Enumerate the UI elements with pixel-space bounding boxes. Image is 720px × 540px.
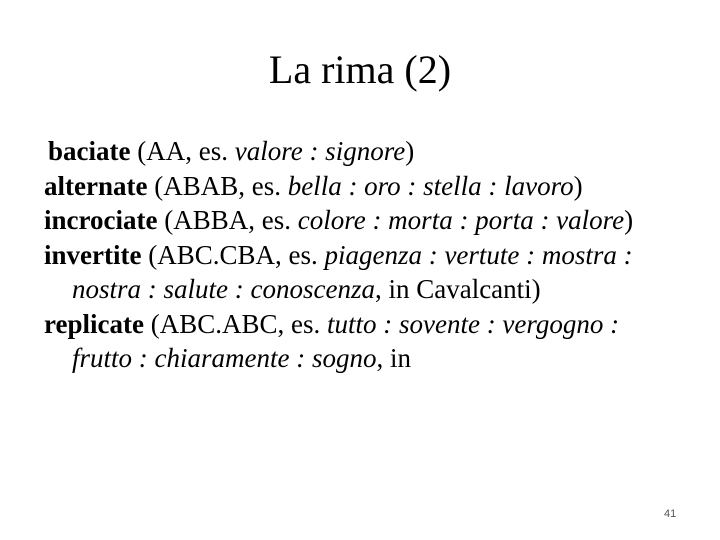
close-alternate: ) <box>573 170 583 201</box>
term-invertite: invertite <box>44 239 142 270</box>
example-invertite: piagenza : vertute : mostra : nostra : salute : conoscenza <box>72 239 633 304</box>
scheme-incrociate: (ABBA, es. <box>157 205 298 235</box>
slide-title: La rima (2) <box>268 47 452 92</box>
scheme-invertite: (ABC.CBA, es. <box>141 239 325 270</box>
term-replicate: replicate <box>44 308 144 339</box>
close-incrociate: ) <box>624 205 634 235</box>
example-incrociate: colore : morta : porta : valore <box>297 205 625 235</box>
term-alternate: alternate <box>44 170 148 201</box>
example-replicate: tutto : sovente : vergogno : frutto : chiaramente : sogno <box>72 308 620 373</box>
close-baciate: ) <box>405 136 415 166</box>
list-item-baciate <box>46 134 654 169</box>
scheme-alternate: (ABAB, es. <box>147 170 288 201</box>
example-alternate: bella : oro : stella : lavoro <box>287 170 574 201</box>
list-item-invertite <box>44 238 654 307</box>
term-baciate: baciate <box>48 136 131 166</box>
scheme-replicate: (ABC.ABC, es. <box>143 308 327 339</box>
example-baciate: valore : signore <box>234 136 406 166</box>
close-invertite: , in Cavalcanti) <box>374 274 541 304</box>
close-replicate: , in <box>376 343 411 373</box>
rhyme-list <box>44 134 654 376</box>
list-item-replicate <box>44 307 654 376</box>
term-incrociate: incrociate <box>44 205 158 235</box>
scheme-baciate: (AA, es. <box>130 136 235 166</box>
list-item-alternate <box>44 169 654 204</box>
list-item-incrociate <box>44 203 654 238</box>
page-number: 41 <box>664 508 677 520</box>
